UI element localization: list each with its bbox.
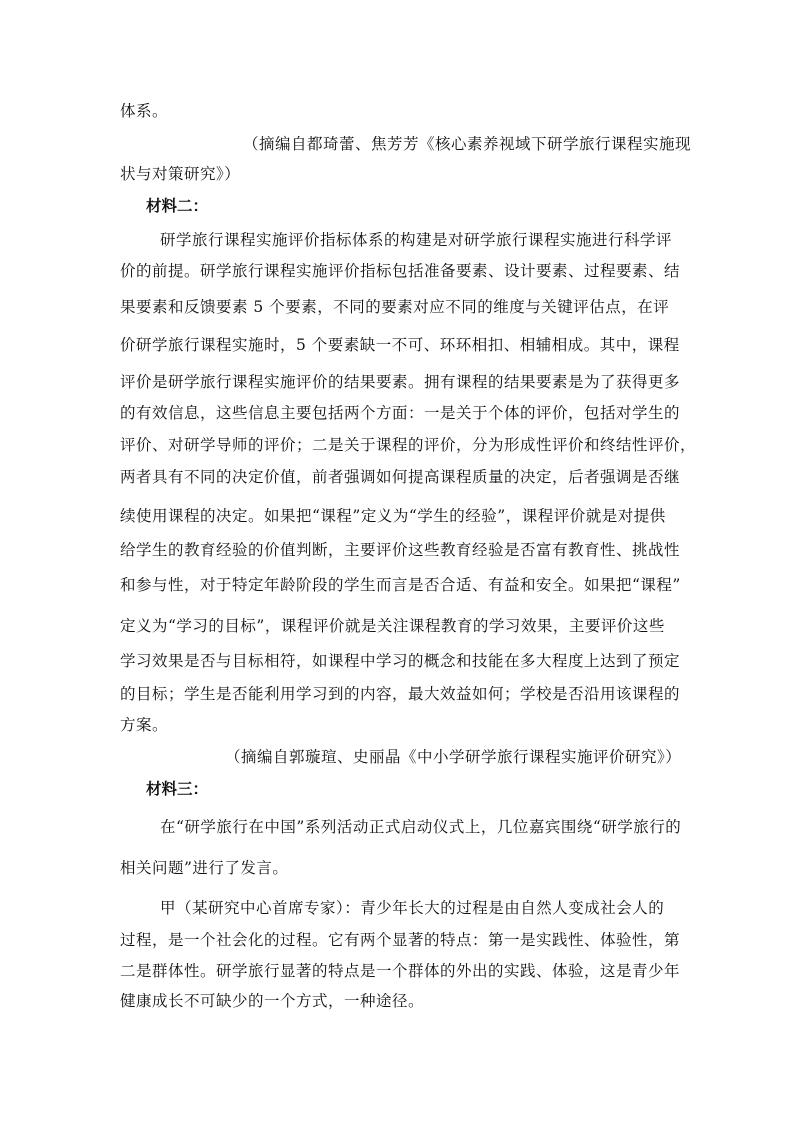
- text-line: 相关问题”进行了发言。: [120, 859, 289, 877]
- citation-line: 状与对策研究》）: [120, 165, 241, 183]
- text-line: 过程，是一个社会化的过程。它有两个显著的特点：第一是实践性、体验性，第: [120, 931, 681, 949]
- text-line: 价的前提。研学旅行课程实施评价指标包括准备要素、设计要素、过程要素、结: [120, 262, 681, 280]
- text-line: 给学生的教育经验的价值判断，主要评价这些教育经验是否富有教育性、挑战性: [120, 541, 681, 559]
- text-line: 评价是研学旅行课程实施评价的结果要素。拥有课程的结果要素是为了获得更多: [120, 373, 681, 391]
- text-line: 二是群体性。研学旅行显著的特点是一个群体的外出的实践、体验，这是青少年: [120, 962, 681, 980]
- text-line: 的有效信息，这些信息主要包括两个方面：一是关于个体的评价，包括对学生的: [120, 404, 681, 422]
- text-line: 价研学旅行课程实施时，5 个要素缺一不可、环环相扣、相辅相成。其中，课程: [120, 336, 680, 354]
- text-line: 果要素和反馈要素 5 个要素，不同的要素对应不同的维度与关键评估点，在评: [120, 298, 670, 316]
- text-line: 在“研学旅行在中国”系列活动正式启动仪式上，几位嘉宾围绕“研学旅行的: [160, 818, 682, 836]
- text-line: 健康成长不可缺少的一个方式，一种途径。: [120, 992, 425, 1010]
- citation-line: （摘编自郭璇瑄、史丽晶《中小学研学旅行课程实施评价研究》）: [225, 748, 682, 766]
- text-line: 甲（某研究中心首席专家）：青少年长大的过程是由自然人变成社会人的: [160, 899, 665, 917]
- text-line: 和参与性，对于特定年龄阶段的学生而言是否合适、有益和安全。如果把“课程”: [120, 576, 681, 594]
- text-line: 学习效果是否与目标相符，如课程中学习的概念和技能在多大程度上达到了预定: [120, 652, 681, 670]
- text-line: 定义为“学习的目标”，课程评价就是关注课程教育的学习效果，主要评价这些: [120, 617, 665, 635]
- section-heading: 材料三：: [146, 779, 209, 798]
- section-heading: 材料二：: [146, 196, 209, 215]
- text-line: 研学旅行课程实施评价指标体系的构建是对研学旅行课程实施进行科学评: [160, 231, 673, 249]
- text-line: 方案。: [120, 716, 169, 734]
- text-line: 两者具有不同的决定价值，前者强调如何提高课程质量的决定，后者强调是否继: [120, 468, 681, 486]
- text-line: 续使用课程的决定。如果把“课程”定义为“学生的经验”，课程评价就是对提供: [120, 507, 666, 525]
- citation-line: （摘编自都琦蕾、焦芳芳《核心素养视域下研学旅行课程实施现: [243, 135, 692, 153]
- text-line: 的目标；学生是否能利用学习到的内容，最大效益如何；学校是否沿用该课程的: [120, 685, 681, 703]
- text-line: 评价、对研学导师的评价；二是关于课程的评价，分为形成性评价和终结性评价，: [120, 436, 697, 454]
- text-line: 体系。: [120, 102, 169, 120]
